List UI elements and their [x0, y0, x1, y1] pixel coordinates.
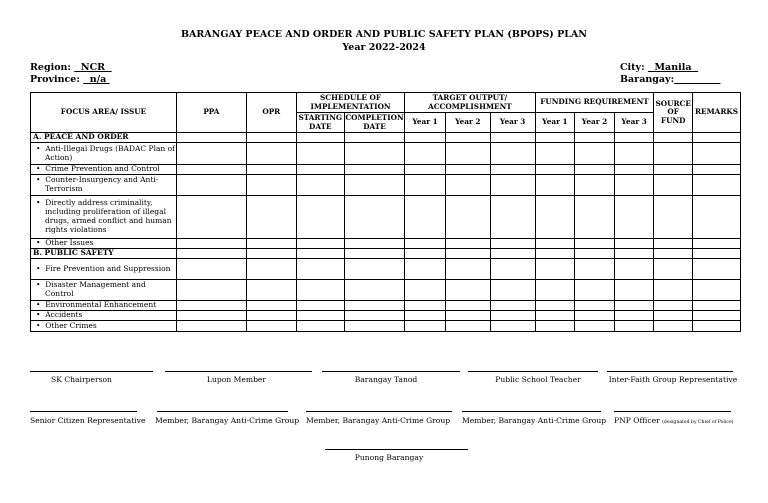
table-cell [445, 175, 490, 196]
sig-punong-barangay: Punong Barangay [354, 453, 424, 462]
table-cell [490, 321, 535, 332]
table-cell [296, 311, 344, 321]
table-cell [692, 175, 740, 196]
header-target: TARGET OUTPUT/ ACCOMPLISHMENT [405, 93, 535, 113]
section-heading: A. PEACE AND ORDER [31, 133, 177, 143]
table-cell [246, 239, 296, 249]
bullet-icon: • [36, 280, 46, 290]
bullet-icon: • [36, 198, 46, 208]
table-cell [296, 133, 344, 143]
focus-issue-text: Environmental Enhancement [45, 300, 157, 310]
header-funding: FUNDING REQUIREMENT [535, 93, 654, 113]
focus-issue [31, 239, 177, 249]
table-cell [246, 259, 296, 280]
table-cell [614, 133, 654, 143]
region-field [30, 62, 112, 73]
table-cell [246, 133, 296, 143]
table-cell [575, 321, 615, 332]
issue-row [31, 175, 741, 196]
sig-line-sk [30, 371, 153, 372]
table-cell [575, 175, 615, 196]
table-cell [692, 165, 740, 175]
table-cell [692, 321, 740, 332]
table-cell [176, 280, 246, 301]
bullet-icon: • [36, 143, 46, 153]
sig-senior-citizen: Senior Citizen Representative [30, 416, 146, 425]
header-funding-year-3: Year 3 [614, 113, 654, 133]
table-cell [344, 239, 404, 249]
barangay-field [620, 74, 720, 85]
table-cell [344, 249, 404, 259]
table-cell [246, 143, 296, 165]
table-cell [246, 301, 296, 311]
table-cell [692, 280, 740, 301]
table-cell [344, 321, 404, 332]
header-remarks: REMARKS [692, 93, 740, 133]
table-cell [654, 280, 693, 301]
section-row [31, 133, 741, 143]
table-cell [614, 165, 654, 175]
table-cell [344, 133, 404, 143]
table-cell [405, 175, 446, 196]
table-cell [296, 196, 344, 239]
city-field [620, 62, 698, 73]
table-cell [445, 133, 490, 143]
table-cell [614, 301, 654, 311]
table-cell [654, 321, 693, 332]
table-cell [490, 301, 535, 311]
sig-line-pnp [614, 411, 731, 412]
table-cell [445, 321, 490, 332]
table-cell [405, 239, 446, 249]
table-cell [445, 239, 490, 249]
table-cell [692, 239, 740, 249]
focus-issue-text: Disaster Management and Control [45, 280, 146, 298]
bullet-icon: • [36, 175, 46, 185]
table-cell [654, 301, 693, 311]
header-source: SOURCE OF FUND [654, 93, 693, 133]
bullet-icon: • [36, 310, 46, 320]
header-focus-area: FOCUS AREA/ ISSUE [31, 93, 177, 133]
table-cell [296, 239, 344, 249]
table-cell [344, 175, 404, 196]
table-cell [692, 249, 740, 259]
table-cell [614, 249, 654, 259]
table-cell [344, 311, 404, 321]
issue-row [31, 239, 741, 249]
province-value: n/a [89, 74, 107, 85]
sig-line-senior [30, 411, 137, 412]
table-cell [344, 280, 404, 301]
table-cell [246, 196, 296, 239]
focus-issue [31, 280, 177, 301]
table-cell [654, 311, 693, 321]
table-cell [246, 249, 296, 259]
focus-issue-text: Other Crimes [45, 320, 97, 330]
table-cell [614, 280, 654, 301]
table-cell [405, 259, 446, 280]
table-cell [405, 321, 446, 332]
section-row [31, 249, 741, 259]
table-cell [176, 239, 246, 249]
table-cell [490, 239, 535, 249]
sig-interfaith-representative: Inter-Faith Group Representative [608, 375, 738, 384]
table-cell [405, 249, 446, 259]
table-cell [490, 311, 535, 321]
table-cell [296, 249, 344, 259]
table-cell [614, 311, 654, 321]
table-cell [575, 239, 615, 249]
table-cell [296, 165, 344, 175]
focus-issue-text: Other Issues [45, 238, 94, 248]
table-cell [344, 259, 404, 280]
focus-issue-text: Crime Prevention and Control [45, 164, 160, 174]
table-cell [692, 143, 740, 165]
table-cell [246, 175, 296, 196]
table-cell [405, 143, 446, 165]
table-cell [654, 165, 693, 175]
table-cell [654, 175, 693, 196]
table-cell [176, 143, 246, 165]
table-cell [535, 133, 575, 143]
table-cell [176, 321, 246, 332]
table-cell [575, 143, 615, 165]
issue-row [31, 280, 741, 301]
table-cell [405, 165, 446, 175]
bullet-icon: • [36, 164, 46, 174]
table-cell [692, 311, 740, 321]
table-cell [535, 175, 575, 196]
table-cell [614, 239, 654, 249]
table-cell [535, 143, 575, 165]
table-cell [575, 165, 615, 175]
focus-issue [31, 259, 177, 280]
table-cell [575, 311, 615, 321]
table-cell [614, 175, 654, 196]
sig-line-member-3 [462, 411, 601, 412]
table-cell [692, 196, 740, 239]
header-funding-year-1: Year 1 [535, 113, 575, 133]
table-cell [654, 259, 693, 280]
focus-issue [31, 301, 177, 311]
table-cell [535, 280, 575, 301]
sig-public-school-teacher: Public School Teacher [495, 375, 581, 384]
region-label: Region: [30, 62, 71, 73]
header-target-year-3: Year 3 [490, 113, 535, 133]
table-cell [614, 143, 654, 165]
focus-issue [31, 311, 177, 321]
focus-issue-text: Directly address criminality, including proliferation of illegal drugs, armed conflict and human rights violations [45, 198, 172, 234]
province-label: Province: [30, 74, 80, 85]
table-cell [445, 311, 490, 321]
document-title: BARANGAY PEACE AND ORDER AND PUBLIC SAFETY PLAN (BPOPS) PLAN [180, 29, 587, 40]
sig-barangay-tanod: Barangay Tanod [354, 375, 418, 384]
table-cell [535, 311, 575, 321]
issue-row [31, 143, 741, 165]
table-cell [176, 249, 246, 259]
issue-row [31, 165, 741, 175]
focus-issue-text: Fire Prevention and Suppression [45, 263, 171, 273]
sig-member-anticrime-3: Member, Barangay Anti-Crime Group [462, 416, 607, 425]
sig-line-member-2 [306, 411, 452, 412]
table-cell [692, 301, 740, 311]
sig-line-teacher [468, 371, 598, 372]
table-cell [575, 301, 615, 311]
table-cell [176, 311, 246, 321]
table-cell [490, 165, 535, 175]
table-cell [445, 196, 490, 239]
issue-row [31, 311, 741, 321]
year-range: Year 2022-2024 [342, 42, 426, 53]
table-cell [405, 280, 446, 301]
header-opr: OPR [246, 93, 296, 133]
sig-member-anticrime-1: Member, Barangay Anti-Crime Group [155, 416, 300, 425]
table-cell [176, 259, 246, 280]
table-cell [575, 259, 615, 280]
table-cell [176, 175, 246, 196]
section-heading: B. PUBLIC SAFETY [31, 249, 177, 259]
table-cell [296, 301, 344, 311]
table-cell [405, 196, 446, 239]
table-cell [490, 143, 535, 165]
table-cell [246, 280, 296, 301]
bullet-icon: • [36, 263, 46, 273]
table-cell [176, 165, 246, 175]
table-cell [405, 311, 446, 321]
focus-issue [31, 175, 177, 196]
issue-row [31, 301, 741, 311]
province-field [30, 74, 110, 85]
table-cell [490, 175, 535, 196]
table-cell [445, 143, 490, 165]
sig-line-punong [325, 449, 468, 450]
table-cell [445, 301, 490, 311]
header-completion-date: COMPLETION DATE [345, 113, 404, 131]
city-label: City: [620, 62, 645, 73]
table-cell [176, 301, 246, 311]
sig-sk-chairperson: SK Chairperson [51, 375, 112, 384]
issue-row [31, 321, 741, 332]
sig-member-anticrime-2: Member, Barangay Anti-Crime Group [306, 416, 451, 425]
table-cell [614, 259, 654, 280]
issue-row [31, 196, 741, 239]
table-cell [535, 301, 575, 311]
header-target-year-1: Year 1 [405, 113, 446, 133]
header-funding-year-2: Year 2 [575, 113, 615, 133]
table-cell [692, 133, 740, 143]
barangay-value [674, 74, 720, 85]
table-cell [445, 165, 490, 175]
table-cell [344, 165, 404, 175]
issue-row [31, 259, 741, 280]
table-cell [176, 133, 246, 143]
bullet-icon: • [36, 238, 46, 248]
table-cell [575, 196, 615, 239]
table-cell [296, 143, 344, 165]
table-cell [614, 321, 654, 332]
focus-issue-text: Accidents [45, 310, 83, 320]
table-cell [490, 249, 535, 259]
focus-issue [31, 165, 177, 175]
table-cell [445, 280, 490, 301]
table-cell [296, 280, 344, 301]
table-cell [176, 196, 246, 239]
table-cell [296, 259, 344, 280]
table-cell [535, 196, 575, 239]
table-cell [405, 133, 446, 143]
focus-issue-text: Anti-Illegal Drugs (BADAC Plan of Action) [45, 143, 175, 162]
table-cell [575, 133, 615, 143]
city-value: Manila [654, 62, 692, 73]
sig-pnp-officer: PNP Officer (designated by Chief of Police) [614, 416, 734, 425]
sig-line-lupon [165, 371, 312, 372]
header-starting-date: STARTING DATE [296, 113, 344, 133]
focus-issue [31, 143, 177, 165]
table-cell [344, 143, 404, 165]
header-target-year-2: Year 2 [445, 113, 490, 133]
table-cell [490, 133, 535, 143]
header-ppa: PPA [176, 93, 246, 133]
table-cell [535, 321, 575, 332]
table-cell [246, 165, 296, 175]
table-cell [344, 196, 404, 239]
sig-line-interfaith [607, 371, 733, 372]
sig-line-tanod [322, 371, 460, 372]
table-cell [692, 259, 740, 280]
table-cell [344, 301, 404, 311]
bullet-icon: • [36, 300, 46, 310]
table-cell [575, 249, 615, 259]
table-cell [575, 280, 615, 301]
table-cell [246, 311, 296, 321]
sig-lupon-member: Lupon Member [206, 375, 267, 384]
table-cell [405, 301, 446, 311]
table-cell [445, 259, 490, 280]
focus-issue [31, 321, 177, 332]
table-cell [445, 249, 490, 259]
table-cell [535, 259, 575, 280]
table-cell [614, 196, 654, 239]
table-cell [654, 249, 693, 259]
focus-issue [31, 196, 177, 239]
table-cell [490, 259, 535, 280]
table-cell [535, 165, 575, 175]
table-cell [535, 239, 575, 249]
table-cell [246, 321, 296, 332]
sig-line-member-1 [157, 411, 288, 412]
table-cell [490, 196, 535, 239]
table-cell [296, 175, 344, 196]
table-cell [654, 143, 693, 165]
header-schedule: SCHEDULE OF IMPLEMENTATION [296, 93, 404, 113]
pnp-designation-note: (designated by Chief of Police) [662, 420, 734, 425]
table-cell [490, 280, 535, 301]
table-cell [654, 196, 693, 239]
focus-issue-text: Counter-Insurgency and Anti-Terrorism [45, 175, 159, 193]
barangay-label: Barangay: [620, 74, 675, 85]
table-cell [654, 239, 693, 249]
table-cell [296, 321, 344, 332]
table-cell [654, 133, 693, 143]
bullet-icon: • [36, 320, 46, 330]
table-cell [535, 249, 575, 259]
region-value: NCR [80, 62, 106, 73]
bpops-plan-table [30, 92, 741, 332]
